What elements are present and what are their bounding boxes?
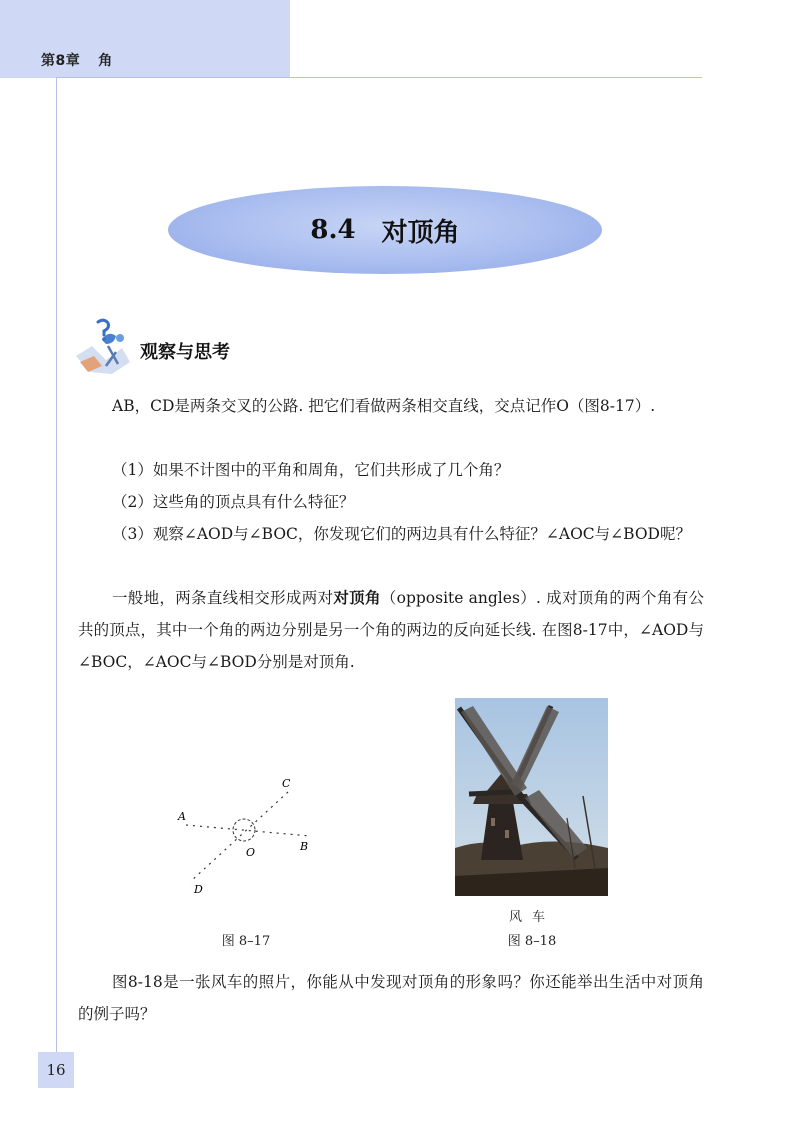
intersecting-lines-figure: [160, 770, 340, 900]
label-d: D: [194, 883, 203, 896]
figure-8-18-caption: 图 8–18: [507, 934, 557, 949]
chapter-number: 第8章: [41, 53, 81, 69]
section-name: 对顶角: [381, 217, 460, 248]
section-title: [168, 186, 602, 274]
question-2: （2）这些角的顶点具有什么特征？: [112, 493, 355, 511]
windmill-photo: [455, 698, 608, 896]
section-number: 8.4: [310, 215, 356, 245]
definition-before: 一般地，两条直线相交形成两对: [112, 589, 334, 607]
page-number: 16: [38, 1052, 74, 1088]
closing-paragraph: 图8-18是一张风车的照片，你能从中发现对顶角的形象吗？你还能举出生活中对顶角的例子吗？: [78, 973, 704, 1023]
label-b: B: [300, 840, 309, 853]
chapter-title: 角: [98, 53, 113, 69]
margin-rule: [56, 77, 57, 1077]
question-3: （3）观察∠AOD与∠BOC，你发现它们的两边具有什么特征？∠AOC与∠BOD呢？: [112, 525, 691, 543]
label-c: C: [282, 777, 291, 790]
intro-paragraph: AB，CD是两条交叉的公路. 把它们看做两条相交直线，交点记作O（图8-17）.: [112, 397, 656, 415]
line-ab: [186, 825, 310, 836]
figure-8-17-caption: 图 8–17: [221, 934, 271, 949]
thinking-figure-icon: [72, 316, 134, 378]
chapter-label: [41, 50, 113, 70]
photo-caption: 风车: [508, 910, 555, 925]
question-1: （1）如果不计图中的平角和周角，它们共形成了几个角？: [112, 461, 510, 479]
observe-heading: 观察与思考: [140, 342, 230, 363]
definition-term: 对顶角: [333, 589, 381, 607]
definition-paragraph: [78, 582, 704, 678]
definition-after: （opposite angles）. 成对顶角的两个角有公共的顶点，其中一个角的两边分别是另一个角的两边的反向延长线. 在图8-17中，∠AOD与∠BOC，∠AOC与∠BOD分别是对顶角.: [78, 589, 704, 671]
header-rule: [56, 77, 702, 78]
label-o: O: [246, 846, 256, 859]
label-a: A: [178, 810, 186, 823]
line-cd: [190, 792, 288, 882]
